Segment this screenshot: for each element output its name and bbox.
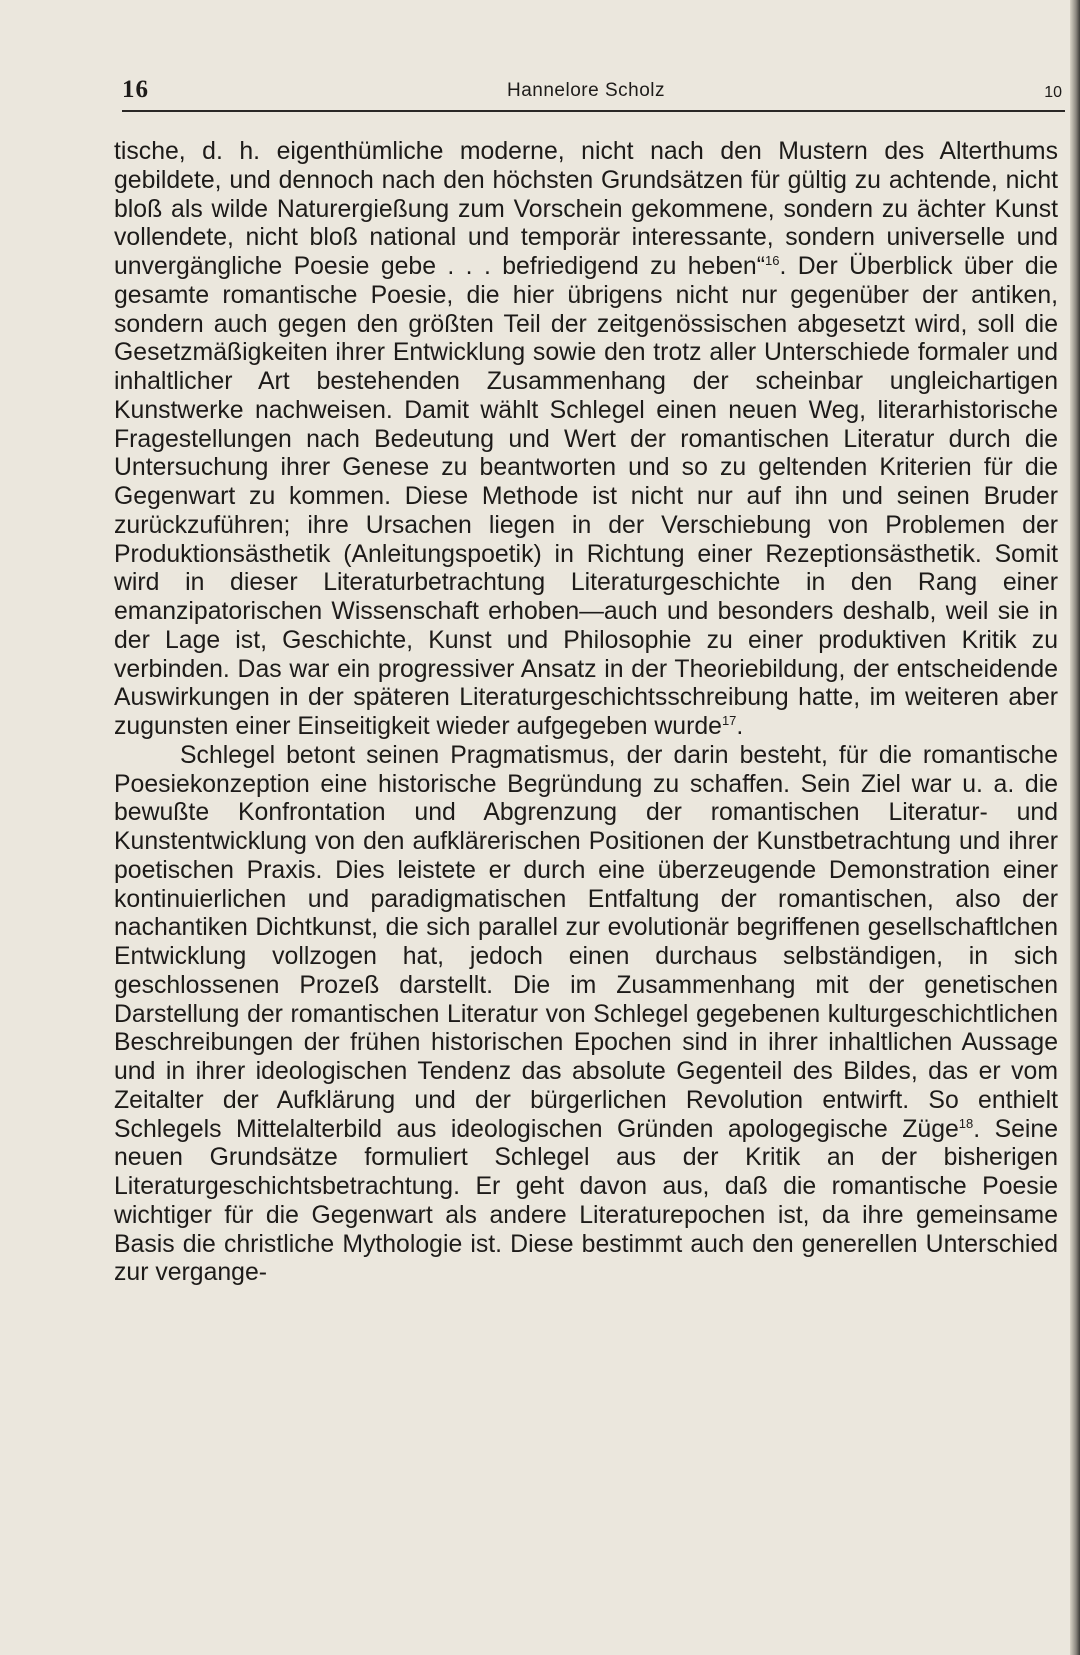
header-rule xyxy=(122,110,1065,112)
footnote-ref: 16 xyxy=(764,253,780,268)
page-header xyxy=(122,76,1062,108)
footnote-ref: 18 xyxy=(958,1115,974,1131)
body-text xyxy=(114,138,1058,1288)
text-run: . Seine neuen Grundsätze formuliert Schlegel aus der Kritik an der bisherigen Literaturgeschichtsbetrachtung. Er geht davon aus, daß die romantische Poesie wichtiger für die Gegenwart als andere Literaturepochen ist, da ihre gemeinsame Basis die christliche Mythologie ist. Diese bestimmt auch den generellen Unterschied zur vergange- xyxy=(114,1115,1058,1287)
page-number: 16 xyxy=(122,76,149,103)
text-run: Schlegel betont seinen Pragmatismus, der darin besteht, für die romantische Poesiekonzeption eine historische Begründung zu schaffen. Sein Ziel war u. a. die bewußte Konfrontation und Abgrenzung der romantischen Literatur- und Kunstentwicklung von den aufklärerischen Positionen der Kunstbetrachtung und ihrer poetischen Praxis. Dies leistete er durch eine überzeugende Demonstration einer kontinuierlichen und paradigmatischen Entfaltung der romantischen, also der nachantiken Dichtkunst, die sich parallel zur evolutionär begriffenen gesellschaftlchen Entwicklung vollzogen hat, jedoch einen durchaus selbständigen, in sich geschlossenen Prozeß darstellt. Die im Zusammenhang mit der genetischen Darstellung der romantischen Literatur von Schlegel gegebenen kulturgeschichtlichen Beschreibungen der frühen historischen Epochen sind in ihrer inhaltlichen Aussage und in ihrer ideologischen Tendenz das absolute Gegenteil des Bildes, das er vom Zeitalter der Aufklärung und der bürgerlichen Revolution entwirft. So enthielt Schlegels Mittelalterbild aus ideologischen Gründen apologegische Züge xyxy=(114,741,1058,1143)
running-head: Hannelore Scholz xyxy=(507,80,665,101)
margin-number: 10 xyxy=(1044,84,1062,101)
text-run: . Der Überblick über die gesamte romantische Poesie, die hier übrigens nicht nur gegenüber der antiken, sondern auch gegen den größten Teil der zeitgenössischen abgesetzt wird, soll die Gesetzmäßigkeiten ihrer Entwicklung sowie den trotz aller Unterschiede formaler und inhaltlicher Art bestehenden Zusammenhang der scheinbar ungleichartigen Kunstwerke nachweisen. Damit wählt Schlegel einen neuen Weg, literarhistorische Fragestellungen nach Bedeutung und Wert der romantischen Literatur durch die Untersuchung ihrer Genese zu beantworten und so zu geltenden Kriterien für die Gegenwart zu kommen. Diese Methode ist nicht nur auf ihn und seinen Bruder zurückzuführen; ihre Ursachen liegen in der Verschiebung von Problemen der Produktionsästhetik (Anleitungspoetik) in Richtung einer Rezeptionsästhetik. Somit wird in dieser Literaturbetrachtung Literaturgeschichte in den Rang einer emanzipatorischen Wissenschaft erhoben—auch und besonders deshalb, weil sie in der Lage ist, Geschichte, Kunst und Philosophie zu einer produktiven Kritik zu verbinden. Das war ein progressiver Ansatz in der Theoriebildung, der entscheidende Auswirkungen in der späteren Literaturgeschichtsschreibung hatte, im weiteren aber zugunsten einer Einseitigkeit wieder aufgegeben wurde xyxy=(114,253,1058,740)
text-run: tische, d. h. eigenthümliche moderne, nicht nach den Mustern des Alterthums gebildete, und dennoch nach den höchsten Grundsätzen für gültig zu achtende, nicht bloß als wilde Naturergießung zum Vorschein gekommene, sondern zu ächter Kunst vollendete, nicht bloß national und temporär interessante, sondern universelle und unvergängliche Poesie gebe . . . befriedigend zu heben“ xyxy=(114,138,1058,280)
text-run: . xyxy=(736,713,744,740)
paragraph xyxy=(114,138,1058,742)
paragraph xyxy=(114,742,1058,1288)
page-edge-shadow xyxy=(1070,0,1080,1655)
footnote-ref: 17 xyxy=(721,713,737,728)
